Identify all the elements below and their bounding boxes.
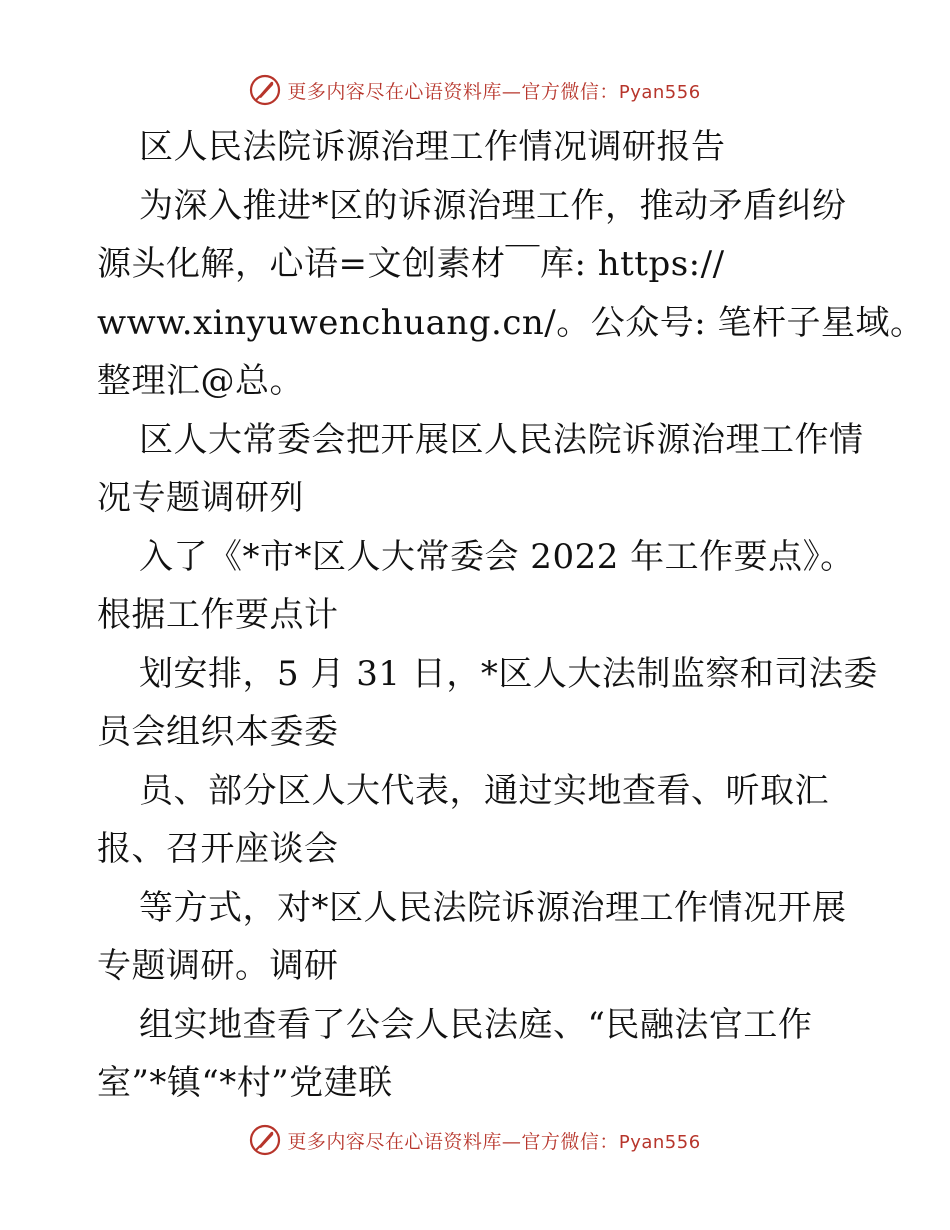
paragraph-line: 员、部分区人大代表，通过实地查看、听取汇 xyxy=(139,770,829,811)
paragraph-line: 区人大常委会把开展区人民法院诉源治理工作情 xyxy=(139,419,864,460)
paragraph-line: 入了《*市*区人大常委会 2022 年工作要点》。 xyxy=(139,536,855,577)
paragraph-line: 整理汇@总。 xyxy=(97,361,304,401)
quill-pen-logo-icon xyxy=(249,1124,281,1156)
header-watermark-label: 更多内容尽在心语资料库—官方微信： xyxy=(287,80,619,103)
paragraph-line: 专题调研。调研 xyxy=(97,946,339,986)
paragraph-line: 为深入推进*区的诉源治理工作，推动矛盾纠纷 xyxy=(139,185,847,226)
document-title: 区人民法院诉源治理工作情况调研报告 xyxy=(139,127,726,167)
quill-pen-logo-icon xyxy=(249,74,281,106)
paragraph-line: 报、召开座谈会 xyxy=(97,829,339,869)
paragraph-line: 等方式，对*区人民法院诉源治理工作情况开展 xyxy=(139,887,847,928)
paragraph-line: 组实地查看了公会人民法庭、“民融法官工作 xyxy=(139,1004,813,1045)
footer-watermark-text xyxy=(287,1127,700,1154)
header-watermark-text xyxy=(287,77,700,104)
footer-watermark-id: Pyan556 xyxy=(618,1131,701,1153)
paragraph-line: 室”*镇“*村”党建联 xyxy=(97,1063,393,1103)
paragraph-line: www.xinyuwenchuang.cn/。公众号: 笔杆子星域。 xyxy=(97,302,925,343)
header-watermark-id: Pyan556 xyxy=(618,81,701,103)
footer-watermark-label: 更多内容尽在心语资料库—官方微信： xyxy=(287,1130,619,1153)
paragraph-line: 况专题调研列 xyxy=(97,478,304,518)
paragraph-line: 根据工作要点计 xyxy=(97,595,339,635)
paragraph-line: 源头化解，心语=文创素材￣库: https:// xyxy=(97,244,725,284)
paragraph-line: 划安排，5 月 31 日，*区人大法制监察和司法委 xyxy=(139,653,878,694)
header-watermark xyxy=(0,70,950,110)
footer-watermark xyxy=(0,1120,950,1160)
paragraph-line: 员会组织本委委 xyxy=(97,712,339,752)
document-body xyxy=(97,118,925,1113)
